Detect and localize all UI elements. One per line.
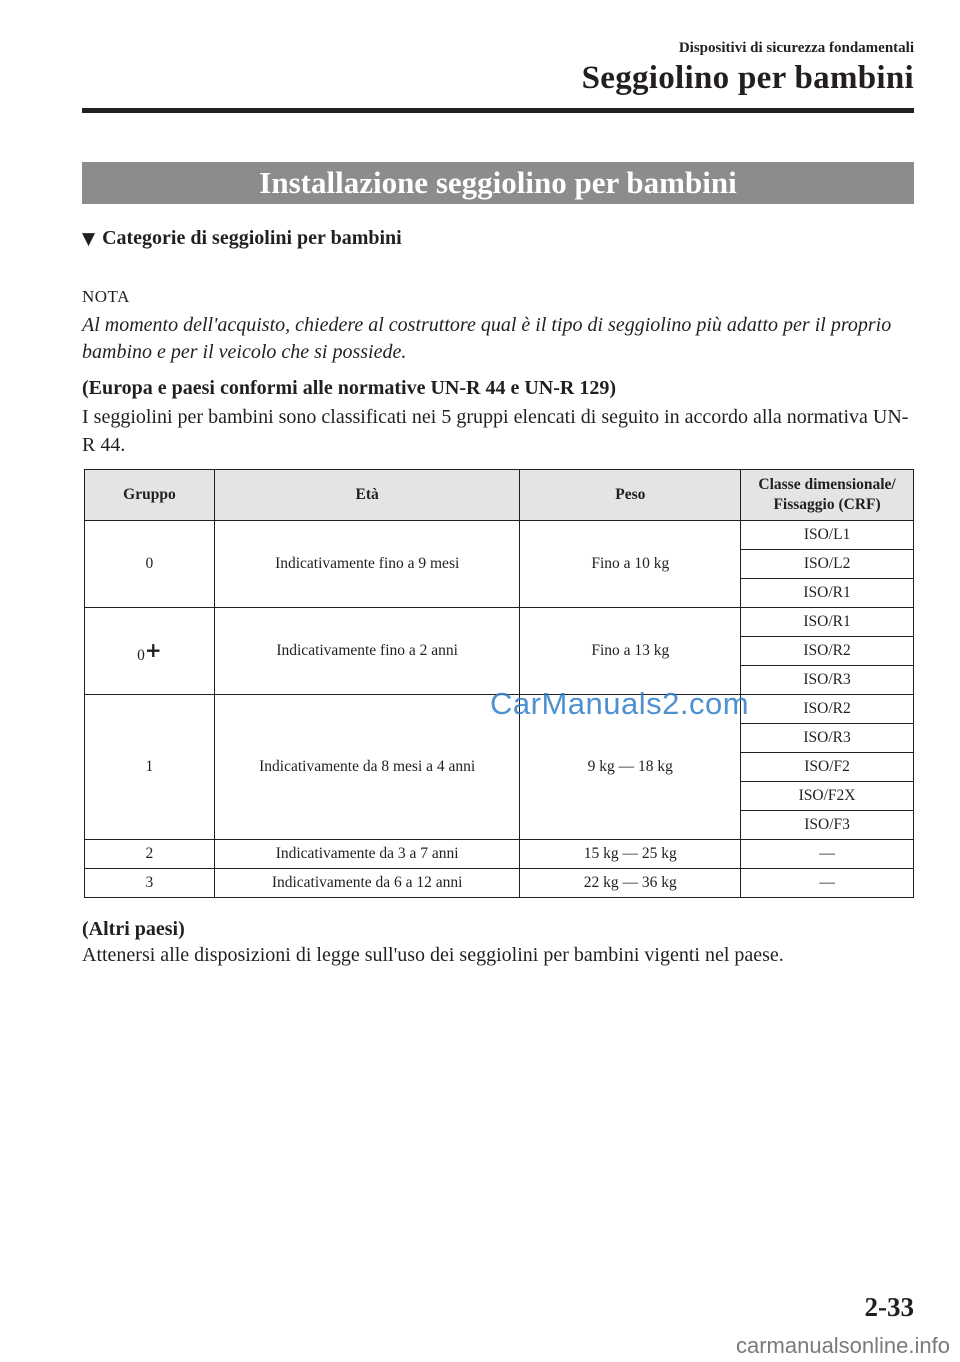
- table-row: [85, 869, 914, 898]
- cell-peso: Fino a 13 kg: [520, 608, 741, 695]
- cell-eta: Indicativamente da 3 a 7 anni: [214, 840, 520, 869]
- other-countries-paragraph: Attenersi alle disposizioni di legge sull'uso dei seggiolini per bambini vigenti nel paese.: [82, 944, 784, 966]
- triangle-down-icon: ▼: [82, 229, 96, 249]
- cell-classe: ISO/R1: [741, 579, 914, 608]
- cell-gruppo: 1: [85, 695, 215, 840]
- cell-classe: ISO/R2: [741, 637, 914, 666]
- cell-eta: Indicativamente da 8 mesi a 4 anni: [214, 695, 520, 840]
- cell-gruppo: 3: [85, 869, 215, 898]
- page-title: Seggiolino per bambini: [581, 60, 914, 96]
- cell-classe: ISO/L2: [741, 550, 914, 579]
- cell-classe: ISO/R3: [741, 666, 914, 695]
- header-peso: Peso: [520, 470, 741, 521]
- table-row: [85, 608, 914, 637]
- other-countries-heading: (Altri paesi): [82, 918, 185, 940]
- table-row: [85, 840, 914, 869]
- europe-heading: (Europa e paesi conformi alle normative UN-R 44 e UN-R 129): [82, 377, 616, 399]
- cell-classe: ISO/F2: [741, 753, 914, 782]
- table-header-row: [85, 470, 914, 521]
- cell-peso: 15 kg — 25 kg: [520, 840, 741, 869]
- cell-gruppo: 2: [85, 840, 215, 869]
- note-text: Al momento dell'acquisto, chiedere al costruttore qual è il tipo di seggiolino più adatto per il proprio bambino e per il veicolo che si possiede.: [82, 314, 892, 363]
- gruppo-number: 0: [137, 646, 145, 664]
- header-classe-line1: Classe dimensionale/: [758, 476, 896, 493]
- cell-classe: ISO/R3: [741, 724, 914, 753]
- chapter-title: Dispositivi di sicurezza fondamentali: [678, 40, 914, 56]
- cell-peso: Fino a 10 kg: [520, 521, 741, 608]
- cell-eta: Indicativamente fino a 2 anni: [214, 608, 520, 695]
- child-seat-categories-table: [84, 469, 914, 898]
- table-row: [85, 521, 914, 550]
- cell-peso: 22 kg — 36 kg: [520, 869, 741, 898]
- cell-classe: ISO/F2X: [741, 782, 914, 811]
- page-number: 2-33: [864, 1292, 914, 1322]
- header-classe: [741, 470, 914, 521]
- header-classe-line2: Fissaggio (CRF): [773, 496, 881, 513]
- header-gruppo: Gruppo: [85, 470, 215, 521]
- cell-classe: —: [741, 840, 914, 869]
- subheading: [82, 227, 402, 250]
- note-label: NOTA: [82, 287, 130, 306]
- cell-classe: —: [741, 869, 914, 898]
- plus-icon: +: [144, 637, 162, 662]
- header-rule: [82, 108, 914, 113]
- cell-classe: ISO/F3: [741, 811, 914, 840]
- cell-eta: Indicativamente fino a 9 mesi: [214, 521, 520, 608]
- cell-gruppo: [85, 608, 215, 695]
- header-eta: Età: [214, 470, 520, 521]
- cell-eta: Indicativamente da 6 a 12 anni: [214, 869, 520, 898]
- europe-paragraph: I seggiolini per bambini sono classificati nei 5 gruppi elencati di seguito in accordo alla normativa UN-R 44.: [82, 406, 909, 456]
- footer-link[interactable]: carmanualsonline.info: [735, 1333, 950, 1358]
- cell-classe: ISO/R1: [741, 608, 914, 637]
- cell-classe: ISO/L1: [741, 521, 914, 550]
- subheading-text: Categorie di seggiolini per bambini: [102, 227, 402, 249]
- watermark-logo: CarManuals2.com: [490, 686, 750, 721]
- cell-peso: 9 kg — 18 kg: [520, 695, 741, 840]
- cell-gruppo: 0: [85, 521, 215, 608]
- cell-classe: ISO/R2: [741, 695, 914, 724]
- section-title-bar: Installazione seggiolino per bambini: [82, 162, 914, 204]
